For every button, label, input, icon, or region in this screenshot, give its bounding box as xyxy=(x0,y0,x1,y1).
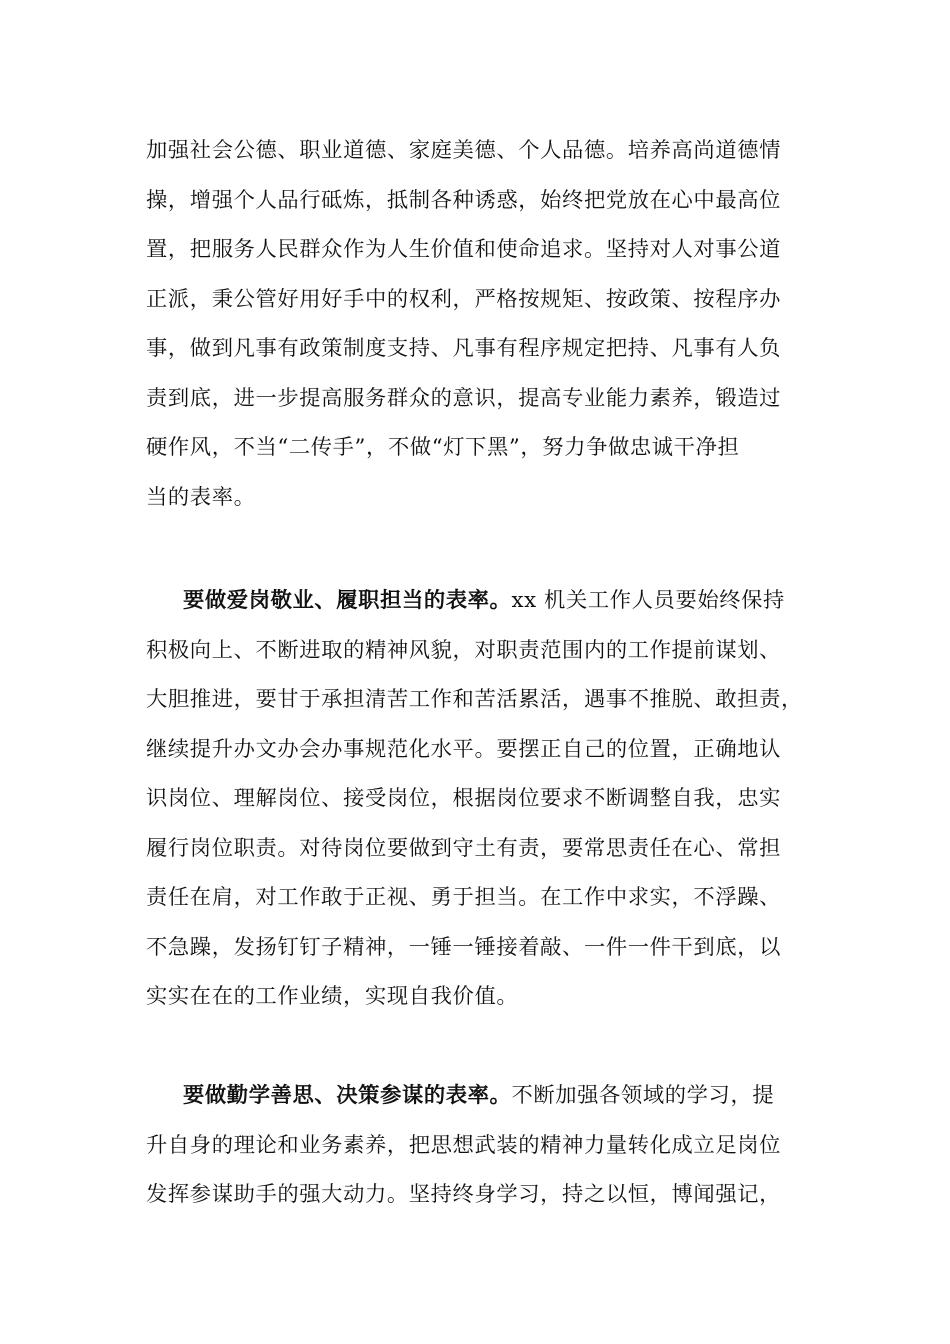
paragraph-line: 升自身的理论和业务素养，把思想武装的精神力量转化成立足岗位 xyxy=(146,1132,782,1158)
paragraph-first-line xyxy=(146,576,826,626)
paragraph-public-morality xyxy=(146,126,826,522)
paragraph-line: 履行岗位职责。对待岗位要做到守土有责，要常思责任在心、常担 xyxy=(146,835,782,861)
paragraph-line: 积极向上、不断进取的精神风貌，对职责范围内的工作提前谋划、 xyxy=(146,637,782,663)
paragraph-learning xyxy=(146,1071,826,1220)
paragraph-line: 操，增强个人品行砥炼，抵制各种诱惑，始终把党放在心中最高位 xyxy=(146,187,782,213)
paragraph-line: 发挥参谋助手的强大动力。坚持终身学习，持之以恒，博闻强记， xyxy=(146,1182,782,1207)
paragraph-line: 责任在肩，对工作敢于正视、勇于担当。在工作中求实，不浮躁、 xyxy=(146,885,782,910)
paragraph-line: 继续提升办文办会办事规范化水平。要摆正自己的位置，正确地认 xyxy=(146,736,782,762)
section-heading: 要做勤学善思、决策参谋的表率。 xyxy=(183,1083,512,1108)
paragraph-first-line xyxy=(146,1071,826,1121)
paragraph-line: 事，做到凡事有政策制度支持、凡事有程序规定把持、凡事有人负 xyxy=(146,336,782,361)
paragraph-line: 识岗位、理解岗位、接受岗位，根据岗位要求不断调整自我，忠实 xyxy=(146,786,782,811)
paragraph-text: 不断加强各领域的学习，提 xyxy=(511,1083,775,1108)
paragraph-line: 正派，秉公管好用好手中的权利，严格按规矩、按政策、按程序办 xyxy=(146,286,782,312)
paragraph-line: 实实在在的工作业绩，实现自我价值。 xyxy=(146,984,519,1009)
paragraph-text: xx 机关工作人员要始终保持 xyxy=(511,588,785,613)
paragraph-line: 加强社会公德、职业道德、家庭美德、个人品德。培养高尚道德情 xyxy=(146,138,782,163)
paragraph-line: 置，把服务人民群众作为人生价值和使命追求。坚持对人对事公道 xyxy=(146,237,782,262)
paragraph-dedication xyxy=(146,576,826,1022)
paragraph-line: 硬作风，不当“二传手”，不做“灯下黑”，努力争做忠诚干净担 xyxy=(146,435,740,460)
section-heading: 要做爱岗敬业、履职担当的表率。 xyxy=(183,588,512,613)
paragraph-line: 不急躁，发扬钉钉子精神，一锤一锤接着敲、一件一件干到底，以 xyxy=(146,934,782,960)
paragraph-line: 责到底，进一步提高服务群众的意识，提高专业能力素养，锻造过 xyxy=(146,385,782,411)
paragraph-line: 当的表率。 xyxy=(146,484,256,510)
paragraph-line: 大胆推进，要甘于承担清苦工作和苦活累活，遇事不推脱、敢担责， xyxy=(146,687,803,712)
